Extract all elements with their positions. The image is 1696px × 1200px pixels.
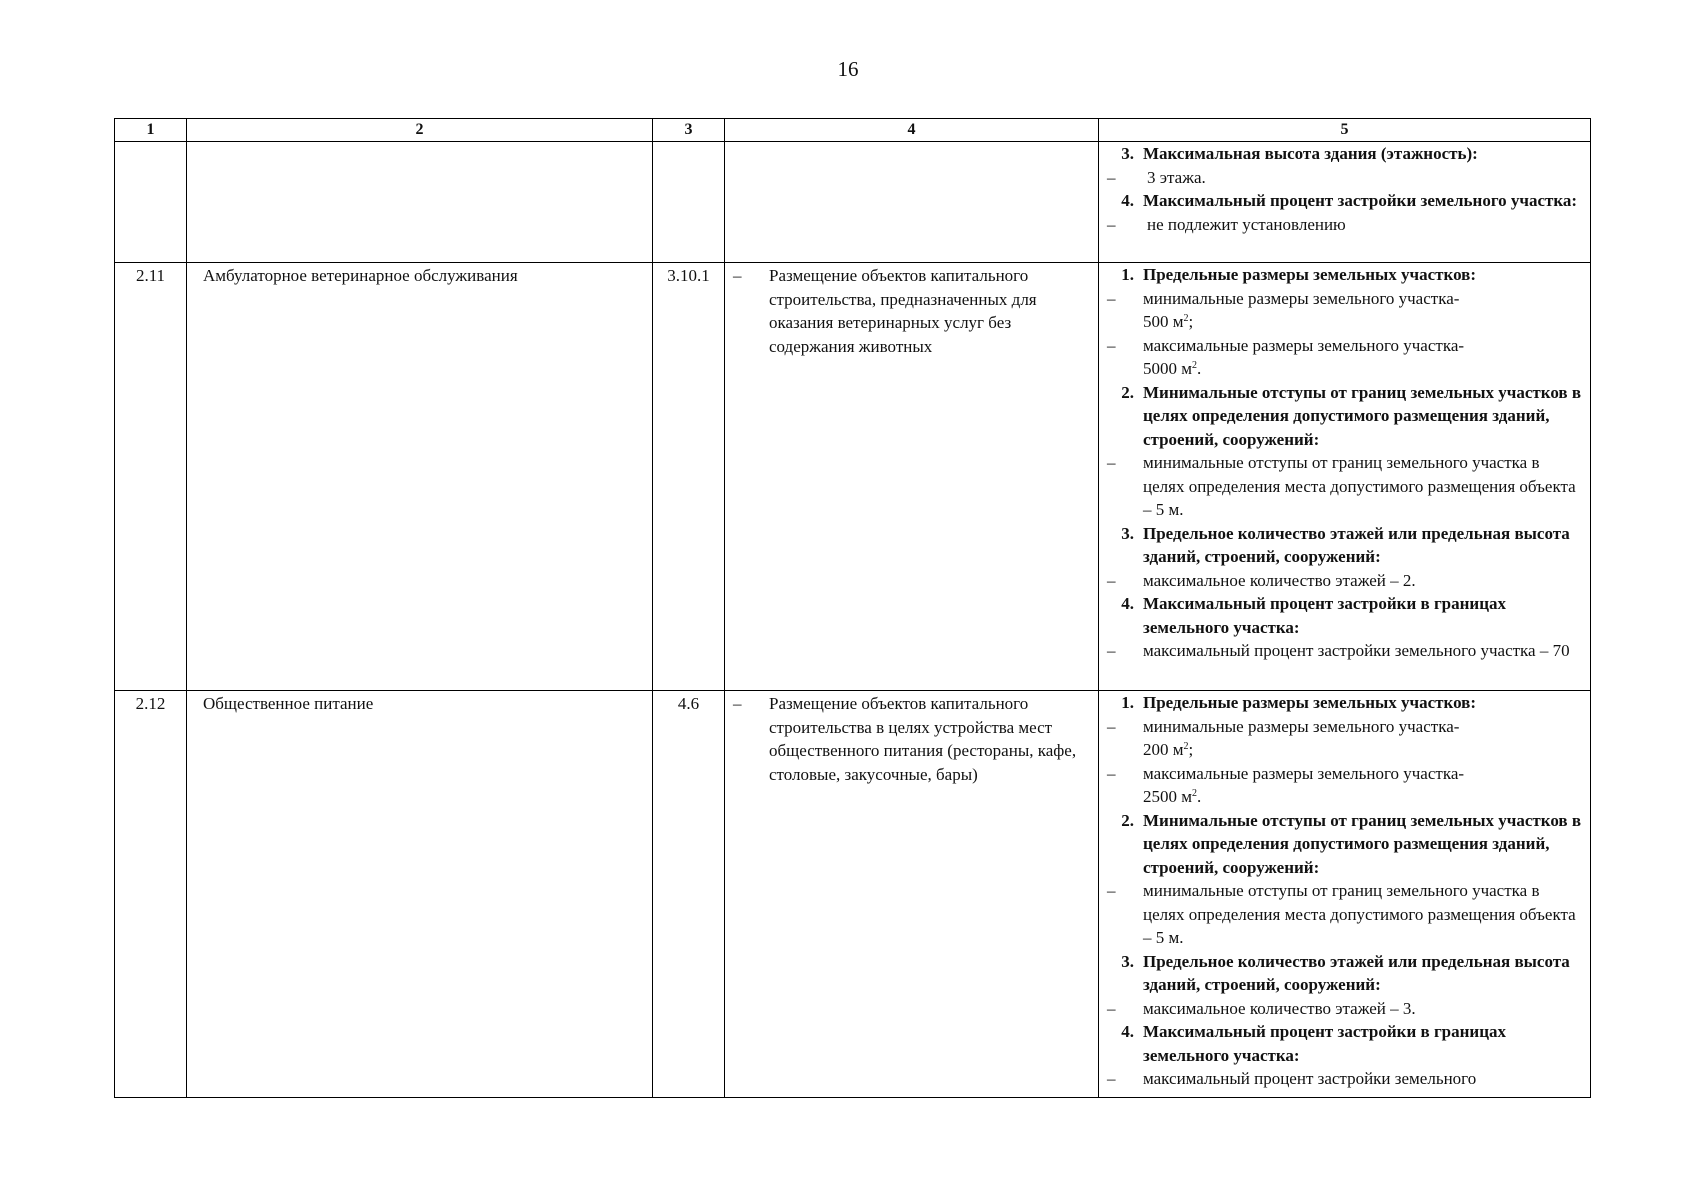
parameter-heading-text: Предельное количество этажей или предельная высота зданий, строений, сооружений: <box>1143 951 1570 994</box>
parameter-value <box>1099 287 1590 334</box>
punctuation: ; <box>1188 312 1194 331</box>
parameter-heading <box>1099 381 1590 452</box>
bullet-dash: – <box>1107 167 1116 187</box>
parameter-heading-text: Максимальный процент застройки в границах земельного участка: <box>1143 1022 1507 1065</box>
parameter-heading <box>1099 522 1590 569</box>
superscript: 2 <box>1183 741 1189 752</box>
item-number: 3. <box>1121 951 1134 971</box>
bullet-dash: – <box>1107 570 1116 590</box>
punctuation: . <box>1197 787 1202 806</box>
column-header-1: 1 <box>115 119 187 142</box>
classifier-code: 4.6 <box>653 691 725 1098</box>
column-header-3: 3 <box>653 119 725 142</box>
parameter-value <box>1099 762 1590 809</box>
superscript: 2 <box>1192 360 1198 371</box>
column-header-2: 2 <box>187 119 653 142</box>
parameter-heading <box>1099 691 1590 715</box>
use-type-name: Общественное питание <box>187 691 653 1098</box>
parameter-value <box>1099 166 1590 190</box>
parameter-heading-text: Минимальные отступы от границ земельных участков в целях определения допустимого размещения зданий, строений, сооружений: <box>1143 382 1582 449</box>
parameter-heading-text: Предельное количество этажей или предельная высота зданий, строений, сооружений: <box>1143 523 1570 566</box>
item-number: 4. <box>1121 1022 1134 1041</box>
table-row <box>115 691 1591 1098</box>
parameter-heading <box>1099 142 1590 166</box>
parameter-value <box>1099 715 1590 762</box>
item-number: 1. <box>1121 265 1134 284</box>
parameter-value <box>1099 997 1590 1021</box>
parameter-value-text: максимальное количество этажей – 2. <box>1143 570 1416 590</box>
parameter-heading <box>1099 592 1590 639</box>
row-number: 2.12 <box>115 691 187 1098</box>
item-number: 4. <box>1121 191 1134 210</box>
bullet-dash: – <box>1107 1069 1116 1088</box>
area-number: 200 м <box>1143 740 1184 759</box>
continuation-row <box>115 142 1591 263</box>
cell-empty <box>725 142 1099 263</box>
parameter-value-text: максимальный процент застройки земельного <box>1143 1069 1477 1088</box>
parameter-heading-text: Предельные размеры земельных участков: <box>1143 265 1477 284</box>
bullet-dash: – <box>1107 716 1116 736</box>
area-label: максимальные размеры земельного участка- <box>1143 763 1465 783</box>
header-row <box>115 119 1591 142</box>
area-value <box>1143 334 1590 381</box>
parameter-value <box>1099 569 1590 593</box>
punctuation: ; <box>1188 740 1194 759</box>
item-number: 2. <box>1121 382 1134 402</box>
table-row <box>115 263 1591 691</box>
parameter-value <box>1099 879 1590 950</box>
zoning-regulations-table <box>114 118 1591 1098</box>
parameter-value-text: 3 этажа. <box>1147 167 1206 187</box>
cell-empty <box>115 142 187 263</box>
area-label: максимальные размеры земельного участка- <box>1143 335 1465 355</box>
area-number: 2500 м <box>1143 787 1193 806</box>
use-description: Размещение объектов капитального строительства, предназначенных для оказания ветеринарных услуг без содержания животных <box>769 266 1037 356</box>
use-description-cell <box>725 263 1099 691</box>
superscript: 2 <box>1183 313 1189 324</box>
item-number: 1. <box>1121 693 1134 712</box>
item-number: 3. <box>1121 144 1134 163</box>
desc-dash: – <box>733 266 742 285</box>
column-header-4: 4 <box>725 119 1099 142</box>
parameter-value-text: максимальный процент застройки земельного участка – 70 <box>1143 641 1570 660</box>
classifier-code: 3.10.1 <box>653 263 725 691</box>
parameter-heading-text: Минимальные отступы от границ земельных участков в целях определения допустимого размещения зданий, строений, сооружений: <box>1143 810 1582 877</box>
parameter-heading-text: Максимальный процент застройки в границах земельного участка: <box>1143 594 1507 637</box>
use-description-cell <box>725 691 1099 1098</box>
area-number: 500 м <box>1143 312 1184 331</box>
area-value <box>1143 287 1590 334</box>
bullet-dash: – <box>1107 641 1116 660</box>
parameter-value-text: минимальные отступы от границ земельного участка в целях определения места допустимого размещения объекта – 5 м. <box>1143 881 1576 947</box>
parameter-value-text: минимальные отступы от границ земельного участка в целях определения места допустимого размещения объекта – 5 м. <box>1143 453 1576 519</box>
area-value <box>1143 762 1590 809</box>
bullet-dash: – <box>1107 214 1116 234</box>
bullet-dash: – <box>1107 881 1116 900</box>
parameter-value-text: не подлежит установлению <box>1147 214 1346 234</box>
bullet-dash: – <box>1107 335 1116 355</box>
punctuation: . <box>1197 359 1202 378</box>
parameter-value <box>1099 1067 1590 1091</box>
column-header-5: 5 <box>1099 119 1591 142</box>
superscript: 2 <box>1192 788 1198 799</box>
parameters-cell <box>1099 142 1591 263</box>
use-type-name: Амбулаторное ветеринарное обслуживания <box>187 263 653 691</box>
parameter-heading <box>1099 189 1590 213</box>
area-value <box>1143 715 1590 762</box>
use-description: Размещение объектов капитального строительства в целях устройства мест общественного питания (рестораны, кафе, столовые, закусочные, бары) <box>769 694 1077 784</box>
parameter-heading-text: Максимальный процент застройки земельного участка: <box>1143 191 1578 210</box>
parameter-heading <box>1099 950 1590 997</box>
bullet-dash: – <box>1107 288 1116 308</box>
parameter-value <box>1099 213 1590 237</box>
item-number: 3. <box>1121 523 1134 543</box>
item-number: 2. <box>1121 810 1134 830</box>
parameter-value <box>1099 334 1590 381</box>
page-number: 16 <box>837 57 859 81</box>
bullet-dash: – <box>1107 998 1116 1018</box>
parameter-heading-text: Максимальная высота здания (этажность): <box>1143 144 1478 163</box>
parameter-heading <box>1099 1020 1590 1067</box>
area-number: 5000 м <box>1143 359 1193 378</box>
parameter-value <box>1099 639 1590 663</box>
desc-dash: – <box>733 694 742 713</box>
bullet-dash: – <box>1107 763 1116 783</box>
item-number: 4. <box>1121 594 1134 613</box>
area-label: минимальные размеры земельного участка- <box>1143 288 1460 308</box>
area-label: минимальные размеры земельного участка- <box>1143 716 1460 736</box>
parameter-value <box>1099 451 1590 522</box>
cell-empty <box>187 142 653 263</box>
cell-empty <box>653 142 725 263</box>
parameter-heading <box>1099 809 1590 880</box>
parameters-cell <box>1099 691 1591 1098</box>
parameters-cell <box>1099 263 1591 691</box>
bullet-dash: – <box>1107 453 1116 472</box>
row-number: 2.11 <box>115 263 187 691</box>
parameter-heading-text: Предельные размеры земельных участков: <box>1143 693 1477 712</box>
parameter-value-text: максимальное количество этажей – 3. <box>1143 998 1416 1018</box>
parameter-heading <box>1099 263 1590 287</box>
